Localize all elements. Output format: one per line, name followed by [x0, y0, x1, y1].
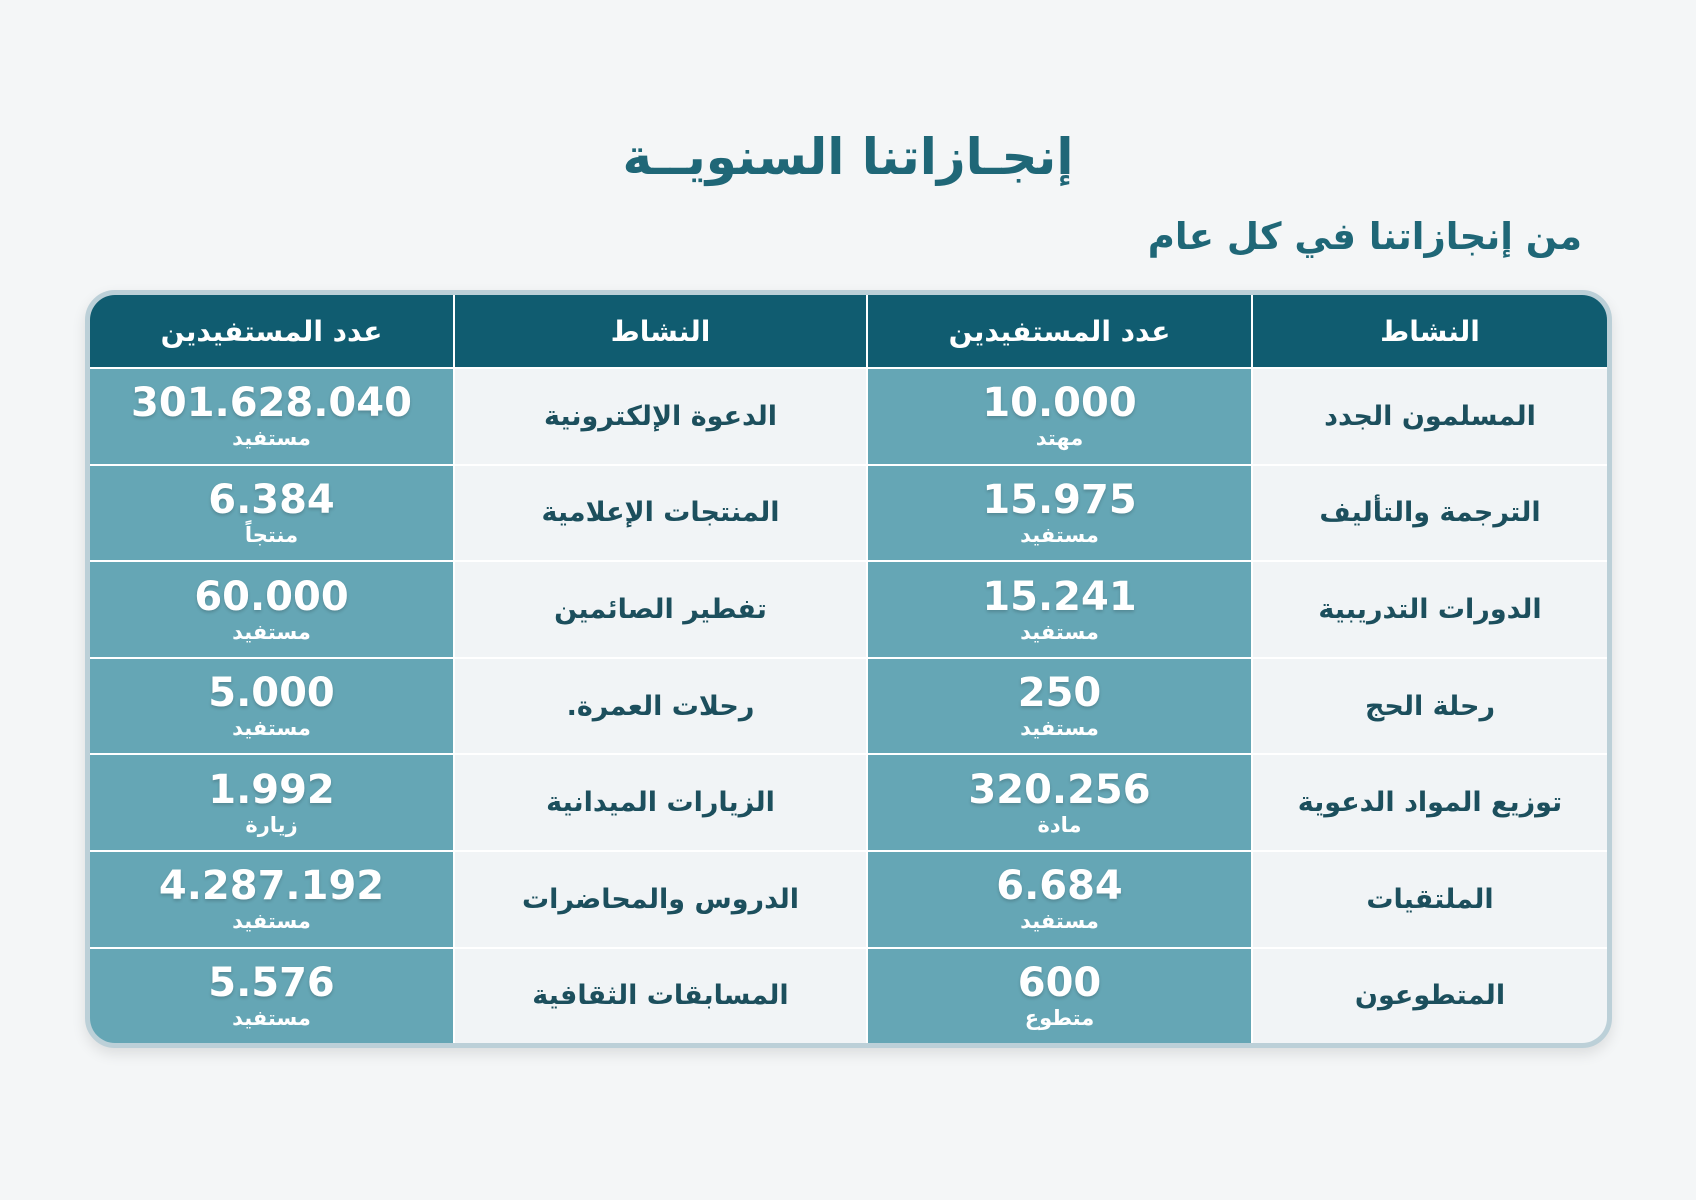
count-value: 60.000 — [194, 573, 349, 620]
count-cell — [90, 754, 454, 851]
count-unit: متطوع — [1024, 1005, 1095, 1030]
count-cell — [867, 368, 1252, 465]
count-value: 250 — [1017, 670, 1102, 717]
activity-cell: الملتقيات — [1252, 851, 1607, 948]
activity-cell: تفطير الصائمين — [454, 561, 867, 658]
count-unit: مستفيد — [1020, 522, 1099, 547]
activity-cell: المسابقات الثقافية — [454, 948, 867, 1043]
count-value: 5.000 — [208, 670, 335, 717]
count-value: 15.241 — [982, 573, 1137, 620]
count-unit: مستفيد — [1020, 909, 1099, 934]
page-title: إنجـازاتنا السنويــة — [622, 128, 1074, 186]
count-unit: مستفيد — [1020, 716, 1099, 741]
count-unit: مستفيد — [232, 426, 311, 451]
count-unit: مهتد — [1035, 426, 1084, 451]
count-value: 10.000 — [982, 380, 1137, 427]
header-beneficiaries-2: عدد المستفيدين — [90, 295, 454, 368]
activity-cell: رحلات العمرة. — [454, 658, 867, 755]
activity-cell: المتطوعون — [1252, 948, 1607, 1043]
count-cell — [90, 561, 454, 658]
count-value: 4.287.192 — [158, 863, 385, 910]
count-cell — [867, 658, 1252, 755]
table-row — [90, 561, 1607, 658]
header-beneficiaries-1: عدد المستفيدين — [867, 295, 1252, 368]
table-row — [90, 948, 1607, 1043]
activity-cell: المنتجات الإعلامية — [454, 465, 867, 562]
header-activity-2: النشاط — [454, 295, 867, 368]
activity-cell: المسلمون الجدد — [1252, 368, 1607, 465]
count-unit: مستفيد — [232, 909, 311, 934]
count-value: 301.628.040 — [131, 380, 412, 427]
count-cell — [90, 658, 454, 755]
count-unit: مستفيد — [232, 1005, 311, 1030]
table-row — [90, 851, 1607, 948]
table-row — [90, 465, 1607, 562]
achievements-table-frame — [85, 290, 1612, 1048]
activity-cell: رحلة الحج — [1252, 658, 1607, 755]
count-unit: مستفيد — [1020, 619, 1099, 644]
count-unit: زيارة — [245, 812, 298, 837]
count-unit: مستفيد — [232, 619, 311, 644]
count-cell — [90, 948, 454, 1043]
header-activity-1: النشاط — [1252, 295, 1607, 368]
achievements-table — [90, 295, 1607, 1043]
activity-cell: الترجمة والتأليف — [1252, 465, 1607, 562]
count-value: 320.256 — [968, 766, 1151, 813]
activity-cell: الدورات التدريبية — [1252, 561, 1607, 658]
count-value: 6.684 — [996, 863, 1123, 910]
count-value: 15.975 — [982, 476, 1137, 523]
activity-cell: الدعوة الإلكترونية — [454, 368, 867, 465]
activity-cell: الزيارات الميدانية — [454, 754, 867, 851]
count-value: 5.576 — [208, 959, 335, 1006]
table-row — [90, 368, 1607, 465]
count-cell — [867, 754, 1252, 851]
count-value: 1.992 — [208, 766, 335, 813]
count-unit: مستفيد — [232, 716, 311, 741]
activity-cell: الدروس والمحاضرات — [454, 851, 867, 948]
count-cell — [90, 465, 454, 562]
table-header-row — [90, 295, 1607, 368]
count-cell — [867, 465, 1252, 562]
count-cell — [90, 851, 454, 948]
page-subtitle: من إنجازاتنا في كل عام — [1147, 215, 1582, 258]
count-cell — [867, 561, 1252, 658]
count-unit: مادة — [1037, 812, 1082, 837]
count-cell — [867, 851, 1252, 948]
count-cell — [90, 368, 454, 465]
activity-cell: توزيع المواد الدعوية — [1252, 754, 1607, 851]
count-cell — [867, 948, 1252, 1043]
count-value: 6.384 — [208, 476, 335, 523]
table-row — [90, 658, 1607, 755]
table-row — [90, 754, 1607, 851]
count-unit: منتجاً — [244, 522, 299, 547]
count-value: 600 — [1017, 959, 1102, 1006]
